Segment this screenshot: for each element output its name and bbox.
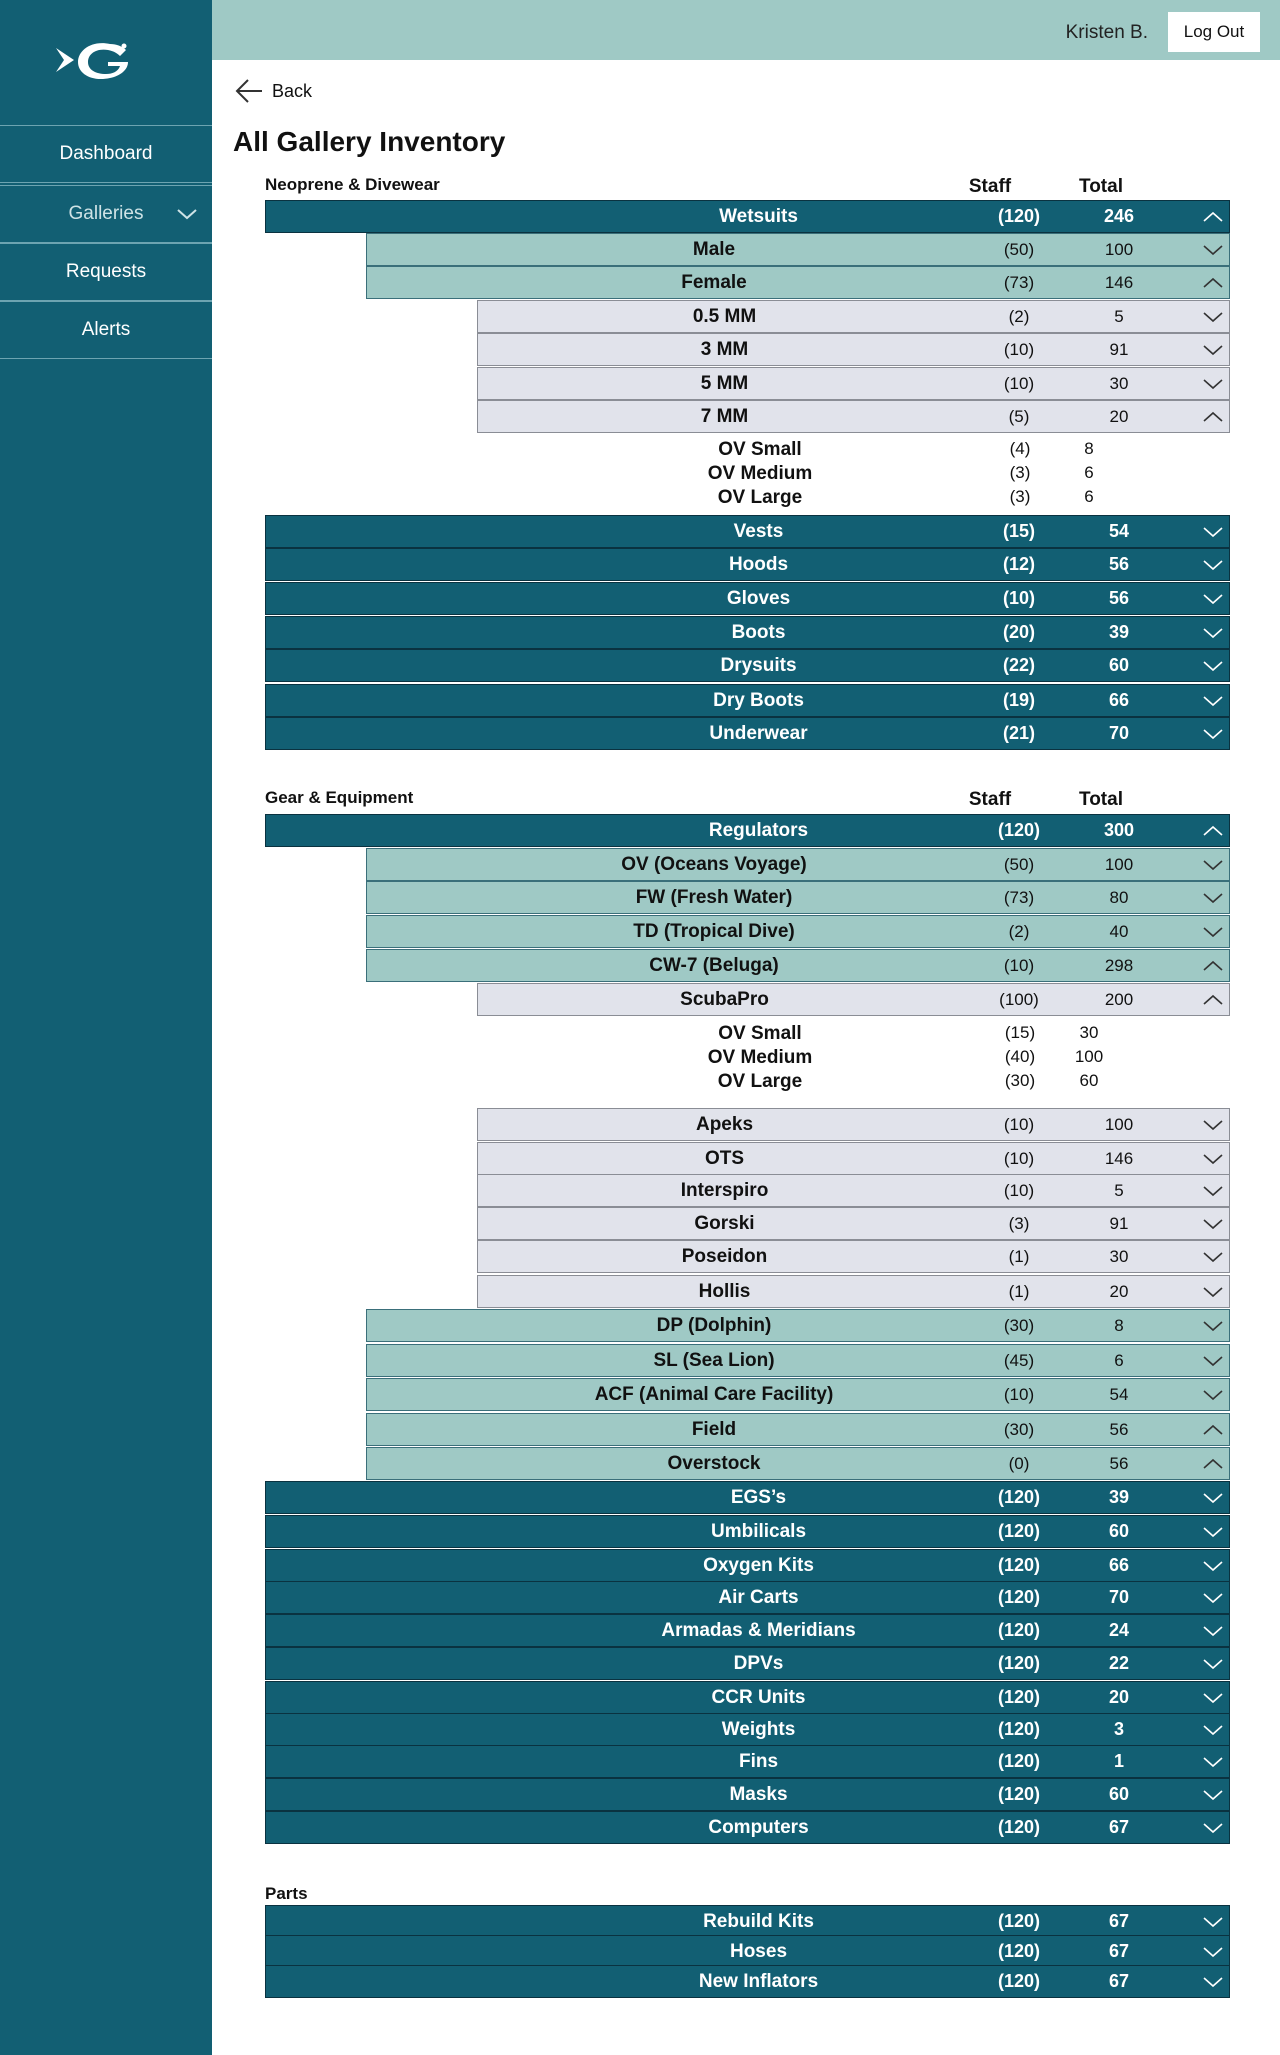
chevron-down-icon[interactable] bbox=[1202, 555, 1224, 575]
chevron-down-icon[interactable] bbox=[1202, 1720, 1224, 1740]
total-count: 54 bbox=[1109, 1384, 1129, 1404]
chevron-down-icon[interactable] bbox=[1202, 922, 1224, 942]
inventory-row-level-1[interactable] bbox=[265, 1935, 1230, 1968]
item-name: OV Medium bbox=[707, 463, 813, 484]
item-name: Weights bbox=[721, 1718, 796, 1740]
inventory-row-level-1[interactable] bbox=[265, 1811, 1230, 1844]
item-name: EGS’s bbox=[730, 1486, 787, 1508]
total-count: 30 bbox=[1109, 373, 1129, 393]
inventory-row-level-1[interactable] bbox=[265, 515, 1230, 548]
chevron-down-icon[interactable] bbox=[1202, 374, 1224, 394]
total-count: 39 bbox=[1108, 1487, 1130, 1507]
total-count: 56 bbox=[1108, 554, 1130, 574]
total-count: 67 bbox=[1108, 1971, 1130, 1991]
item-name: Rebuild Kits bbox=[703, 1910, 814, 1932]
inventory-row-level-2[interactable] bbox=[366, 881, 1230, 914]
item-name: 5 MM bbox=[700, 372, 749, 394]
staff-count: (120) bbox=[997, 1941, 1041, 1961]
item-name: Male bbox=[692, 238, 736, 260]
chevron-down-icon[interactable] bbox=[1202, 522, 1224, 542]
staff-count: (30) bbox=[1003, 1419, 1035, 1439]
staff-count: (3) bbox=[1009, 463, 1031, 482]
item-name: OTS bbox=[704, 1147, 745, 1169]
inventory-row-level-2[interactable] bbox=[366, 915, 1230, 948]
inventory-row-level-3[interactable] bbox=[477, 367, 1230, 400]
item-name: SL (Sea Lion) bbox=[653, 1349, 775, 1371]
item-name: Wetsuits bbox=[719, 205, 798, 227]
inventory-row-level-1[interactable] bbox=[265, 1549, 1230, 1582]
total-count: 60 bbox=[1079, 1071, 1099, 1090]
staff-count: (22) bbox=[1002, 655, 1035, 675]
chevron-down-icon[interactable] bbox=[1202, 1588, 1224, 1608]
inventory-leaf-row bbox=[400, 1023, 1130, 1047]
total-count: 3 bbox=[1113, 1719, 1124, 1739]
inventory-row-level-2[interactable] bbox=[366, 266, 1230, 299]
staff-count: (120) bbox=[997, 206, 1041, 226]
chevron-down-icon[interactable] bbox=[1202, 1488, 1224, 1508]
inventory-row-level-1[interactable] bbox=[265, 649, 1230, 682]
item-name: Field bbox=[691, 1418, 737, 1440]
staff-count: (3) bbox=[1008, 1213, 1030, 1233]
item-name: Hoses bbox=[729, 1940, 788, 1962]
staff-count: (0) bbox=[1008, 1453, 1030, 1473]
item-name: Air Carts bbox=[718, 1586, 799, 1608]
total-count: 91 bbox=[1109, 1213, 1129, 1233]
total-count: 67 bbox=[1108, 1911, 1130, 1931]
staff-count: (50) bbox=[1003, 854, 1035, 874]
inventory-row-level-3[interactable] bbox=[477, 1240, 1230, 1273]
staff-count: (120) bbox=[997, 1719, 1041, 1739]
total-count: 6 bbox=[1114, 1350, 1124, 1370]
inventory-row-level-1[interactable] bbox=[265, 1481, 1230, 1514]
total-count: 40 bbox=[1109, 921, 1129, 941]
item-name: Poseidon bbox=[681, 1245, 768, 1267]
chevron-down-icon[interactable] bbox=[1202, 1972, 1224, 1992]
inventory-row-level-2[interactable] bbox=[366, 1309, 1230, 1342]
total-count: 22 bbox=[1108, 1653, 1130, 1673]
item-name: OV (Oceans Voyage) bbox=[621, 853, 807, 875]
inventory-row-level-3[interactable] bbox=[477, 1275, 1230, 1308]
staff-count: (5) bbox=[1008, 406, 1030, 426]
inventory-row-level-3[interactable] bbox=[477, 1174, 1230, 1207]
total-count: 6 bbox=[1084, 487, 1094, 506]
staff-count: (30) bbox=[1003, 1315, 1035, 1335]
chevron-down-icon[interactable] bbox=[1202, 855, 1224, 875]
staff-column-header: Staff bbox=[968, 789, 1012, 810]
total-count: 70 bbox=[1108, 1587, 1130, 1607]
inventory-leaf-row bbox=[400, 487, 1130, 511]
item-name: Fins bbox=[738, 1750, 779, 1772]
chevron-down-icon[interactable] bbox=[1202, 1688, 1224, 1708]
total-count: 24 bbox=[1108, 1620, 1130, 1640]
chevron-down-icon[interactable] bbox=[1202, 340, 1224, 360]
user-name: Kristen B. bbox=[1065, 22, 1148, 43]
staff-count: (19) bbox=[1002, 690, 1035, 710]
total-count: 20 bbox=[1109, 406, 1129, 426]
total-count: 20 bbox=[1108, 1687, 1130, 1707]
page-title: All Gallery Inventory bbox=[233, 126, 506, 157]
total-count: 5 bbox=[1114, 306, 1124, 326]
staff-count: (10) bbox=[1003, 1384, 1035, 1404]
sidebar-item-label: Alerts bbox=[81, 319, 131, 340]
inventory-row-level-1[interactable] bbox=[265, 1745, 1230, 1778]
inventory-row-level-2[interactable] bbox=[366, 1447, 1230, 1480]
total-count: 100 bbox=[1104, 239, 1134, 259]
total-count: 39 bbox=[1108, 622, 1130, 642]
chevron-down-icon[interactable] bbox=[1202, 1556, 1224, 1576]
staff-count: (10) bbox=[1002, 588, 1035, 608]
inventory-row-level-2[interactable] bbox=[366, 1378, 1230, 1411]
item-name: ACF (Animal Care Facility) bbox=[594, 1383, 834, 1405]
staff-count: (120) bbox=[997, 1653, 1041, 1673]
staff-count: (120) bbox=[997, 820, 1041, 840]
chevron-down-icon[interactable] bbox=[1202, 589, 1224, 609]
item-name: OV Large bbox=[717, 1071, 803, 1092]
inventory-row-level-3[interactable] bbox=[477, 400, 1230, 433]
total-count: 66 bbox=[1108, 690, 1130, 710]
staff-count: (120) bbox=[997, 1784, 1041, 1804]
logout-button[interactable]: Log Out bbox=[1168, 12, 1260, 52]
item-name: OV Small bbox=[718, 439, 802, 460]
staff-count: (120) bbox=[997, 1687, 1041, 1707]
inventory-row-level-1[interactable] bbox=[265, 1778, 1230, 1811]
staff-count: (73) bbox=[1003, 887, 1035, 907]
staff-count: (120) bbox=[997, 1911, 1041, 1931]
chevron-down-icon[interactable] bbox=[1202, 691, 1224, 711]
total-count: 60 bbox=[1108, 1784, 1130, 1804]
staff-count: (73) bbox=[1003, 272, 1035, 292]
inventory-row-level-1[interactable] bbox=[265, 1614, 1230, 1647]
item-name: Boots bbox=[731, 621, 786, 643]
total-count: 300 bbox=[1103, 820, 1135, 840]
staff-count: (40) bbox=[1004, 1047, 1036, 1066]
total-count: 60 bbox=[1108, 655, 1130, 675]
item-name: Gloves bbox=[726, 587, 791, 609]
item-name: Umbilicals bbox=[710, 1520, 807, 1542]
inventory-leaf-row bbox=[400, 463, 1130, 487]
total-count: 246 bbox=[1103, 206, 1135, 226]
total-count: 1 bbox=[1113, 1751, 1124, 1771]
item-name: ScubaPro bbox=[680, 988, 769, 1010]
total-count: 146 bbox=[1104, 1148, 1134, 1168]
chevron-up-icon[interactable] bbox=[1202, 207, 1224, 227]
chevron-down-icon[interactable] bbox=[1202, 307, 1224, 327]
item-name: Dry Boots bbox=[713, 689, 804, 711]
total-count: 298 bbox=[1104, 955, 1134, 975]
chevron-down-icon[interactable] bbox=[1202, 623, 1224, 643]
total-count: 100 bbox=[1104, 1114, 1134, 1134]
item-name: TD (Tropical Dive) bbox=[633, 920, 795, 942]
item-name: Overstock bbox=[667, 1452, 761, 1474]
total-count: 100 bbox=[1074, 1047, 1104, 1066]
chevron-down-icon[interactable] bbox=[1202, 1247, 1224, 1267]
inventory-row-level-3[interactable] bbox=[477, 1142, 1230, 1175]
chevron-down-icon[interactable] bbox=[1202, 888, 1224, 908]
total-count: 67 bbox=[1108, 1817, 1130, 1837]
item-name: DP (Dolphin) bbox=[656, 1314, 772, 1336]
inventory-row-level-1[interactable] bbox=[265, 582, 1230, 615]
inventory-row-level-1[interactable] bbox=[265, 684, 1230, 717]
item-name: 0.5 MM bbox=[692, 305, 757, 327]
staff-count: (30) bbox=[1004, 1071, 1036, 1090]
item-name: FW (Fresh Water) bbox=[635, 886, 793, 908]
sidebar-item-label: Requests bbox=[65, 261, 147, 282]
staff-count: (20) bbox=[1002, 622, 1035, 642]
item-name: Female bbox=[681, 271, 747, 293]
total-count: 30 bbox=[1109, 1246, 1129, 1266]
item-name: Regulators bbox=[708, 819, 809, 841]
inventory-row-level-1[interactable] bbox=[265, 616, 1230, 649]
total-column-header: Total bbox=[1079, 789, 1123, 810]
chevron-up-icon[interactable] bbox=[1202, 407, 1224, 427]
chevron-up-icon[interactable] bbox=[1202, 1454, 1224, 1474]
sidebar-item-label: Dashboard bbox=[59, 143, 153, 164]
item-name: Oxygen Kits bbox=[703, 1554, 814, 1576]
total-count: 56 bbox=[1109, 1419, 1129, 1439]
chevron-down-icon[interactable] bbox=[1202, 1115, 1224, 1135]
inventory-row-level-1[interactable] bbox=[265, 1681, 1230, 1714]
staff-count: (1) bbox=[1008, 1246, 1030, 1266]
chevron-down-icon[interactable] bbox=[1202, 724, 1224, 744]
item-name: 7 MM bbox=[700, 405, 749, 427]
item-name: Computers bbox=[708, 1816, 809, 1838]
chevron-up-icon[interactable] bbox=[1202, 273, 1224, 293]
chevron-down-icon[interactable] bbox=[1202, 1752, 1224, 1772]
chevron-down-icon[interactable] bbox=[1202, 1149, 1224, 1169]
chevron-down-icon[interactable] bbox=[1202, 1282, 1224, 1302]
item-name: Armadas & Meridians bbox=[661, 1619, 856, 1641]
staff-count: (45) bbox=[1003, 1350, 1035, 1370]
item-name: Vests bbox=[733, 520, 784, 542]
inventory-row-level-3[interactable] bbox=[477, 333, 1230, 366]
chevron-down-icon[interactable] bbox=[1202, 1942, 1224, 1962]
chevron-down-icon[interactable] bbox=[1202, 656, 1224, 676]
staff-count: (120) bbox=[997, 1521, 1041, 1541]
inventory-row-level-1[interactable] bbox=[265, 717, 1230, 750]
staff-count: (120) bbox=[997, 1751, 1041, 1771]
staff-count: (15) bbox=[1004, 1023, 1036, 1042]
item-name: Apeks bbox=[695, 1113, 754, 1135]
item-name: OV Medium bbox=[707, 1047, 813, 1068]
back-label: Back bbox=[272, 80, 313, 101]
total-count: 54 bbox=[1108, 521, 1130, 541]
total-count: 67 bbox=[1108, 1941, 1130, 1961]
item-name: Gorski bbox=[694, 1212, 755, 1234]
staff-count: (3) bbox=[1009, 487, 1031, 506]
item-name: Drysuits bbox=[720, 654, 797, 676]
total-count: 56 bbox=[1108, 588, 1130, 608]
staff-count: (120) bbox=[997, 1620, 1041, 1640]
inventory-leaf-row bbox=[400, 1071, 1130, 1095]
chevron-down-icon[interactable] bbox=[1202, 1522, 1224, 1542]
staff-count: (2) bbox=[1008, 306, 1030, 326]
total-count: 6 bbox=[1084, 463, 1094, 482]
item-name: CW-7 (Beluga) bbox=[649, 954, 779, 976]
inventory-row-level-1[interactable] bbox=[265, 814, 1230, 847]
inventory-row-level-1[interactable] bbox=[265, 200, 1230, 233]
total-count: 200 bbox=[1104, 989, 1134, 1009]
chevron-down-icon[interactable] bbox=[1202, 1621, 1224, 1641]
chevron-down-icon[interactable] bbox=[1202, 1912, 1224, 1932]
inventory-row-level-1[interactable] bbox=[265, 548, 1230, 581]
inventory-row-level-2[interactable] bbox=[366, 233, 1230, 266]
chevron-up-icon[interactable] bbox=[1202, 990, 1224, 1010]
inventory-row-level-1[interactable] bbox=[265, 1713, 1230, 1746]
item-name: New Inflators bbox=[698, 1970, 819, 1992]
inventory-row-level-1[interactable] bbox=[265, 1905, 1230, 1938]
total-count: 146 bbox=[1104, 272, 1134, 292]
staff-count: (1) bbox=[1008, 1281, 1030, 1301]
inventory-row-level-2[interactable] bbox=[366, 1413, 1230, 1446]
chevron-down-icon[interactable] bbox=[1202, 1818, 1224, 1838]
section-title: Gear & Equipment bbox=[265, 788, 414, 807]
total-count: 5 bbox=[1114, 1180, 1124, 1200]
inventory-row-level-3[interactable] bbox=[477, 300, 1230, 333]
item-name: Hoods bbox=[728, 553, 789, 575]
chevron-down-icon[interactable] bbox=[1202, 240, 1224, 260]
staff-count: (10) bbox=[1003, 1114, 1035, 1134]
inventory-row-level-3[interactable] bbox=[477, 1207, 1230, 1240]
total-count: 100 bbox=[1104, 854, 1134, 874]
inventory-row-level-2[interactable] bbox=[366, 949, 1230, 982]
staff-count: (50) bbox=[1003, 239, 1035, 259]
sidebar-item-label: Galleries bbox=[68, 203, 144, 224]
staff-column-header: Staff bbox=[968, 176, 1012, 197]
chevron-up-icon[interactable] bbox=[1202, 956, 1224, 976]
inventory-row-level-1[interactable] bbox=[265, 1965, 1230, 1998]
item-name: OV Small bbox=[718, 1023, 802, 1044]
inventory-row-level-1[interactable] bbox=[265, 1647, 1230, 1680]
total-count: 70 bbox=[1108, 723, 1130, 743]
chevron-down-icon[interactable] bbox=[1202, 1214, 1224, 1234]
total-count: 91 bbox=[1109, 339, 1129, 359]
chevron-down-icon[interactable] bbox=[1202, 1654, 1224, 1674]
staff-count: (120) bbox=[997, 1555, 1041, 1575]
staff-count: (120) bbox=[997, 1817, 1041, 1837]
staff-count: (4) bbox=[1009, 439, 1031, 458]
staff-count: (2) bbox=[1008, 921, 1030, 941]
total-count: 20 bbox=[1109, 1281, 1129, 1301]
chevron-down-icon[interactable] bbox=[1202, 1785, 1224, 1805]
inventory-row-level-2[interactable] bbox=[366, 848, 1230, 881]
staff-count: (10) bbox=[1003, 373, 1035, 393]
total-count: 8 bbox=[1114, 1315, 1124, 1335]
inventory-row-level-1[interactable] bbox=[265, 1515, 1230, 1548]
item-name: 3 MM bbox=[700, 338, 749, 360]
item-name: OV Large bbox=[717, 487, 803, 508]
staff-count: (10) bbox=[1003, 955, 1035, 975]
staff-count: (21) bbox=[1002, 723, 1035, 743]
chevron-down-icon[interactable] bbox=[1202, 1316, 1224, 1336]
chevron-up-icon[interactable] bbox=[1202, 1420, 1224, 1440]
section-title: Neoprene & Divewear bbox=[265, 175, 440, 194]
chevron-up-icon[interactable] bbox=[1202, 821, 1224, 841]
inventory-row-level-2[interactable] bbox=[366, 1344, 1230, 1377]
total-count: 30 bbox=[1079, 1023, 1099, 1042]
inventory-row-level-3[interactable] bbox=[477, 1108, 1230, 1141]
inventory-row-level-3[interactable] bbox=[477, 983, 1230, 1016]
staff-count: (12) bbox=[1002, 554, 1035, 574]
item-name: Hollis bbox=[698, 1280, 751, 1302]
staff-count: (120) bbox=[997, 1487, 1041, 1507]
staff-count: (10) bbox=[1003, 339, 1035, 359]
chevron-down-icon[interactable] bbox=[1202, 1181, 1224, 1201]
section-title: Parts bbox=[265, 1884, 308, 1903]
total-count: 60 bbox=[1108, 1521, 1130, 1541]
item-name: DPVs bbox=[733, 1652, 784, 1674]
staff-count: (120) bbox=[997, 1971, 1041, 1991]
inventory-leaf-row bbox=[400, 439, 1130, 463]
staff-count: (10) bbox=[1003, 1148, 1035, 1168]
item-name: CCR Units bbox=[711, 1686, 806, 1708]
chevron-down-icon[interactable] bbox=[1202, 1351, 1224, 1371]
chevron-down-icon[interactable] bbox=[1202, 1385, 1224, 1405]
total-count: 80 bbox=[1109, 887, 1129, 907]
inventory-leaf-row bbox=[400, 1047, 1130, 1071]
staff-count: (15) bbox=[1002, 521, 1035, 541]
item-name: Underwear bbox=[709, 722, 808, 744]
staff-count: (100) bbox=[999, 989, 1039, 1009]
staff-count: (10) bbox=[1003, 1180, 1035, 1200]
total-count: 66 bbox=[1108, 1555, 1130, 1575]
total-column-header: Total bbox=[1079, 176, 1123, 197]
inventory-row-level-1[interactable] bbox=[265, 1581, 1230, 1614]
item-name: Masks bbox=[729, 1783, 788, 1805]
item-name: Interspiro bbox=[680, 1179, 769, 1201]
staff-count: (120) bbox=[997, 1587, 1041, 1607]
total-count: 8 bbox=[1084, 439, 1094, 458]
total-count: 56 bbox=[1109, 1453, 1129, 1473]
